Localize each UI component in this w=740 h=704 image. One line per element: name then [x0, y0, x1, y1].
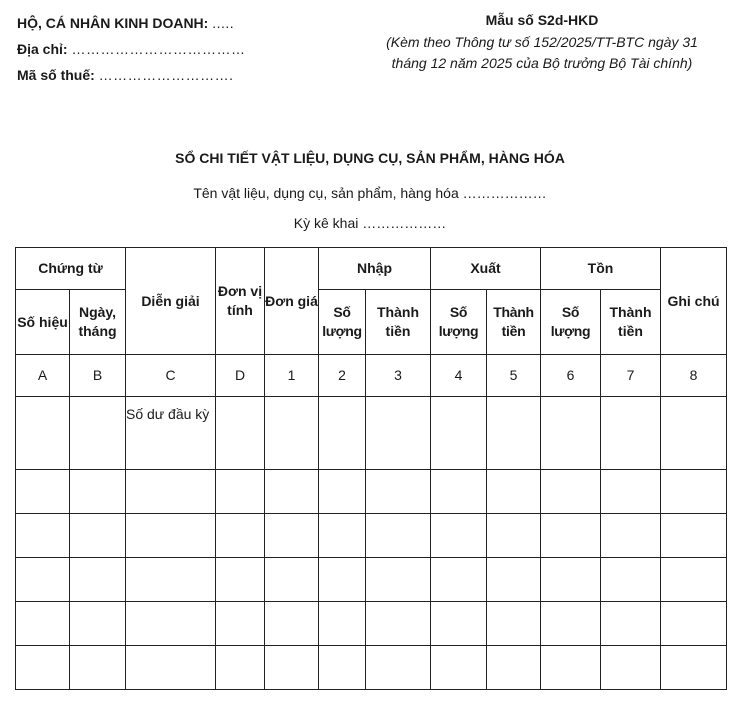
- cell[interactable]: [216, 646, 265, 690]
- cell[interactable]: [70, 602, 126, 646]
- cell[interactable]: [366, 397, 431, 470]
- cell[interactable]: [601, 602, 661, 646]
- cell[interactable]: [70, 470, 126, 514]
- header-stock-amount: Thành tiền: [601, 290, 661, 355]
- cell[interactable]: [661, 602, 727, 646]
- cell[interactable]: [16, 397, 70, 470]
- cell[interactable]: [319, 470, 366, 514]
- cell[interactable]: [265, 602, 319, 646]
- ledger-table: [15, 247, 727, 690]
- cell[interactable]: [431, 470, 487, 514]
- cell-description[interactable]: [126, 646, 216, 690]
- header-row-sub: [16, 290, 727, 355]
- cell[interactable]: [431, 558, 487, 602]
- cell[interactable]: [265, 646, 319, 690]
- cell[interactable]: [216, 470, 265, 514]
- cell[interactable]: [366, 646, 431, 690]
- cell[interactable]: [366, 602, 431, 646]
- cell-description[interactable]: [126, 558, 216, 602]
- col-index: 3: [366, 355, 431, 397]
- col-index: 8: [661, 355, 727, 397]
- table-row: [16, 558, 727, 602]
- cell[interactable]: [431, 514, 487, 558]
- col-index: D: [216, 355, 265, 397]
- cell[interactable]: [541, 397, 601, 470]
- cell[interactable]: [265, 470, 319, 514]
- header-export: Xuất: [431, 248, 541, 290]
- cell[interactable]: [16, 514, 70, 558]
- document-title: SỔ CHI TIẾT VẬT LIỆU, DỤNG CỤ, SẢN PHẨM, HÀNG HÓA: [175, 150, 565, 166]
- col-index: B: [70, 355, 126, 397]
- cell[interactable]: [541, 646, 601, 690]
- cell[interactable]: [487, 646, 541, 690]
- cell[interactable]: [366, 514, 431, 558]
- header-export-amount: Thành tiền: [487, 290, 541, 355]
- col-index: 7: [601, 355, 661, 397]
- cell-description[interactable]: [126, 514, 216, 558]
- header-description: Diễn giải: [126, 248, 216, 355]
- cell[interactable]: [265, 397, 319, 470]
- business-info: [17, 10, 245, 88]
- header-row-groups: [16, 248, 727, 290]
- col-index: A: [16, 355, 70, 397]
- col-index: 5: [487, 355, 541, 397]
- cell[interactable]: [16, 602, 70, 646]
- address-label: Địa chỉ:: [17, 41, 68, 57]
- col-index: C: [126, 355, 216, 397]
- table-row: [16, 470, 727, 514]
- cell[interactable]: [16, 470, 70, 514]
- business-name-value: .....: [212, 15, 235, 31]
- reference-line-2: tháng 12 năm 2025 của Bộ trưởng Bộ Tài chính): [391, 55, 693, 71]
- cell[interactable]: [70, 397, 126, 470]
- header-unit: Đơn vị tính: [216, 248, 265, 355]
- tax-code-label: Mã số thuế:: [17, 67, 95, 83]
- cell[interactable]: [431, 397, 487, 470]
- cell[interactable]: [487, 397, 541, 470]
- cell[interactable]: [661, 514, 727, 558]
- cell[interactable]: [16, 558, 70, 602]
- address-line: [17, 36, 245, 62]
- cell[interactable]: [487, 602, 541, 646]
- cell[interactable]: [541, 602, 601, 646]
- business-name-label: HỘ, CÁ NHÂN KINH DOANH:: [17, 15, 209, 31]
- period-line: Kỳ kê khai ………………: [293, 215, 447, 231]
- cell[interactable]: [319, 558, 366, 602]
- cell[interactable]: [70, 646, 126, 690]
- cell-description[interactable]: Số dư đầu kỳ: [126, 397, 216, 470]
- col-index: 6: [541, 355, 601, 397]
- header-voucher-date: Ngày, tháng: [70, 290, 126, 355]
- tax-code-value: ……………………….: [98, 67, 234, 83]
- cell[interactable]: [487, 558, 541, 602]
- cell[interactable]: [661, 470, 727, 514]
- table-row: [16, 514, 727, 558]
- cell[interactable]: [216, 514, 265, 558]
- cell[interactable]: [601, 646, 661, 690]
- cell[interactable]: [216, 397, 265, 470]
- header-unit-price: Đơn giá: [265, 248, 319, 355]
- business-name-line: [17, 10, 245, 36]
- cell[interactable]: [319, 397, 366, 470]
- header-import: Nhập: [319, 248, 431, 290]
- item-name-line: Tên vật liệu, dụng cụ, sản phẩm, hàng hóa ………………: [193, 185, 547, 201]
- tax-code-line: [17, 62, 245, 88]
- column-index-row: [16, 355, 727, 397]
- cell[interactable]: [319, 646, 366, 690]
- header-export-qty: Số lượng: [431, 290, 487, 355]
- cell[interactable]: [70, 514, 126, 558]
- cell[interactable]: [366, 558, 431, 602]
- cell[interactable]: [487, 514, 541, 558]
- cell[interactable]: [70, 558, 126, 602]
- cell[interactable]: [601, 514, 661, 558]
- cell[interactable]: [661, 646, 727, 690]
- cell-description[interactable]: [126, 602, 216, 646]
- cell[interactable]: [487, 470, 541, 514]
- col-index: 2: [319, 355, 366, 397]
- header-stock: Tồn: [541, 248, 661, 290]
- header-import-qty: Số lượng: [319, 290, 366, 355]
- form-number: Mẫu số S2d-HKD: [485, 12, 599, 28]
- header-note: Ghi chú: [661, 248, 727, 355]
- cell[interactable]: [601, 397, 661, 470]
- table-row: [16, 397, 727, 470]
- header-import-amount: Thành tiền: [366, 290, 431, 355]
- col-index: 4: [431, 355, 487, 397]
- cell[interactable]: [319, 602, 366, 646]
- reference-line-1: (Kèm theo Thông tư số 152/2025/TT-BTC ngày 31: [386, 34, 698, 50]
- cell[interactable]: [661, 558, 727, 602]
- header-voucher: Chứng từ: [16, 248, 126, 290]
- address-value: ………………………………: [71, 41, 246, 57]
- cell[interactable]: [601, 470, 661, 514]
- cell[interactable]: [431, 646, 487, 690]
- cell-description[interactable]: [126, 470, 216, 514]
- cell[interactable]: [541, 514, 601, 558]
- cell[interactable]: [319, 514, 366, 558]
- col-index: 1: [265, 355, 319, 397]
- form-reference: [352, 10, 732, 74]
- cell[interactable]: [661, 397, 727, 470]
- cell[interactable]: [265, 558, 319, 602]
- cell[interactable]: [265, 514, 319, 558]
- cell[interactable]: [216, 602, 265, 646]
- cell[interactable]: [216, 558, 265, 602]
- table-row: [16, 646, 727, 690]
- header-voucher-no: Số hiệu: [16, 290, 70, 355]
- cell[interactable]: [16, 646, 70, 690]
- cell[interactable]: [366, 470, 431, 514]
- cell[interactable]: [541, 470, 601, 514]
- header-stock-qty: Số lượng: [541, 290, 601, 355]
- cell[interactable]: [431, 602, 487, 646]
- table-row: [16, 602, 727, 646]
- cell[interactable]: [541, 558, 601, 602]
- cell[interactable]: [601, 558, 661, 602]
